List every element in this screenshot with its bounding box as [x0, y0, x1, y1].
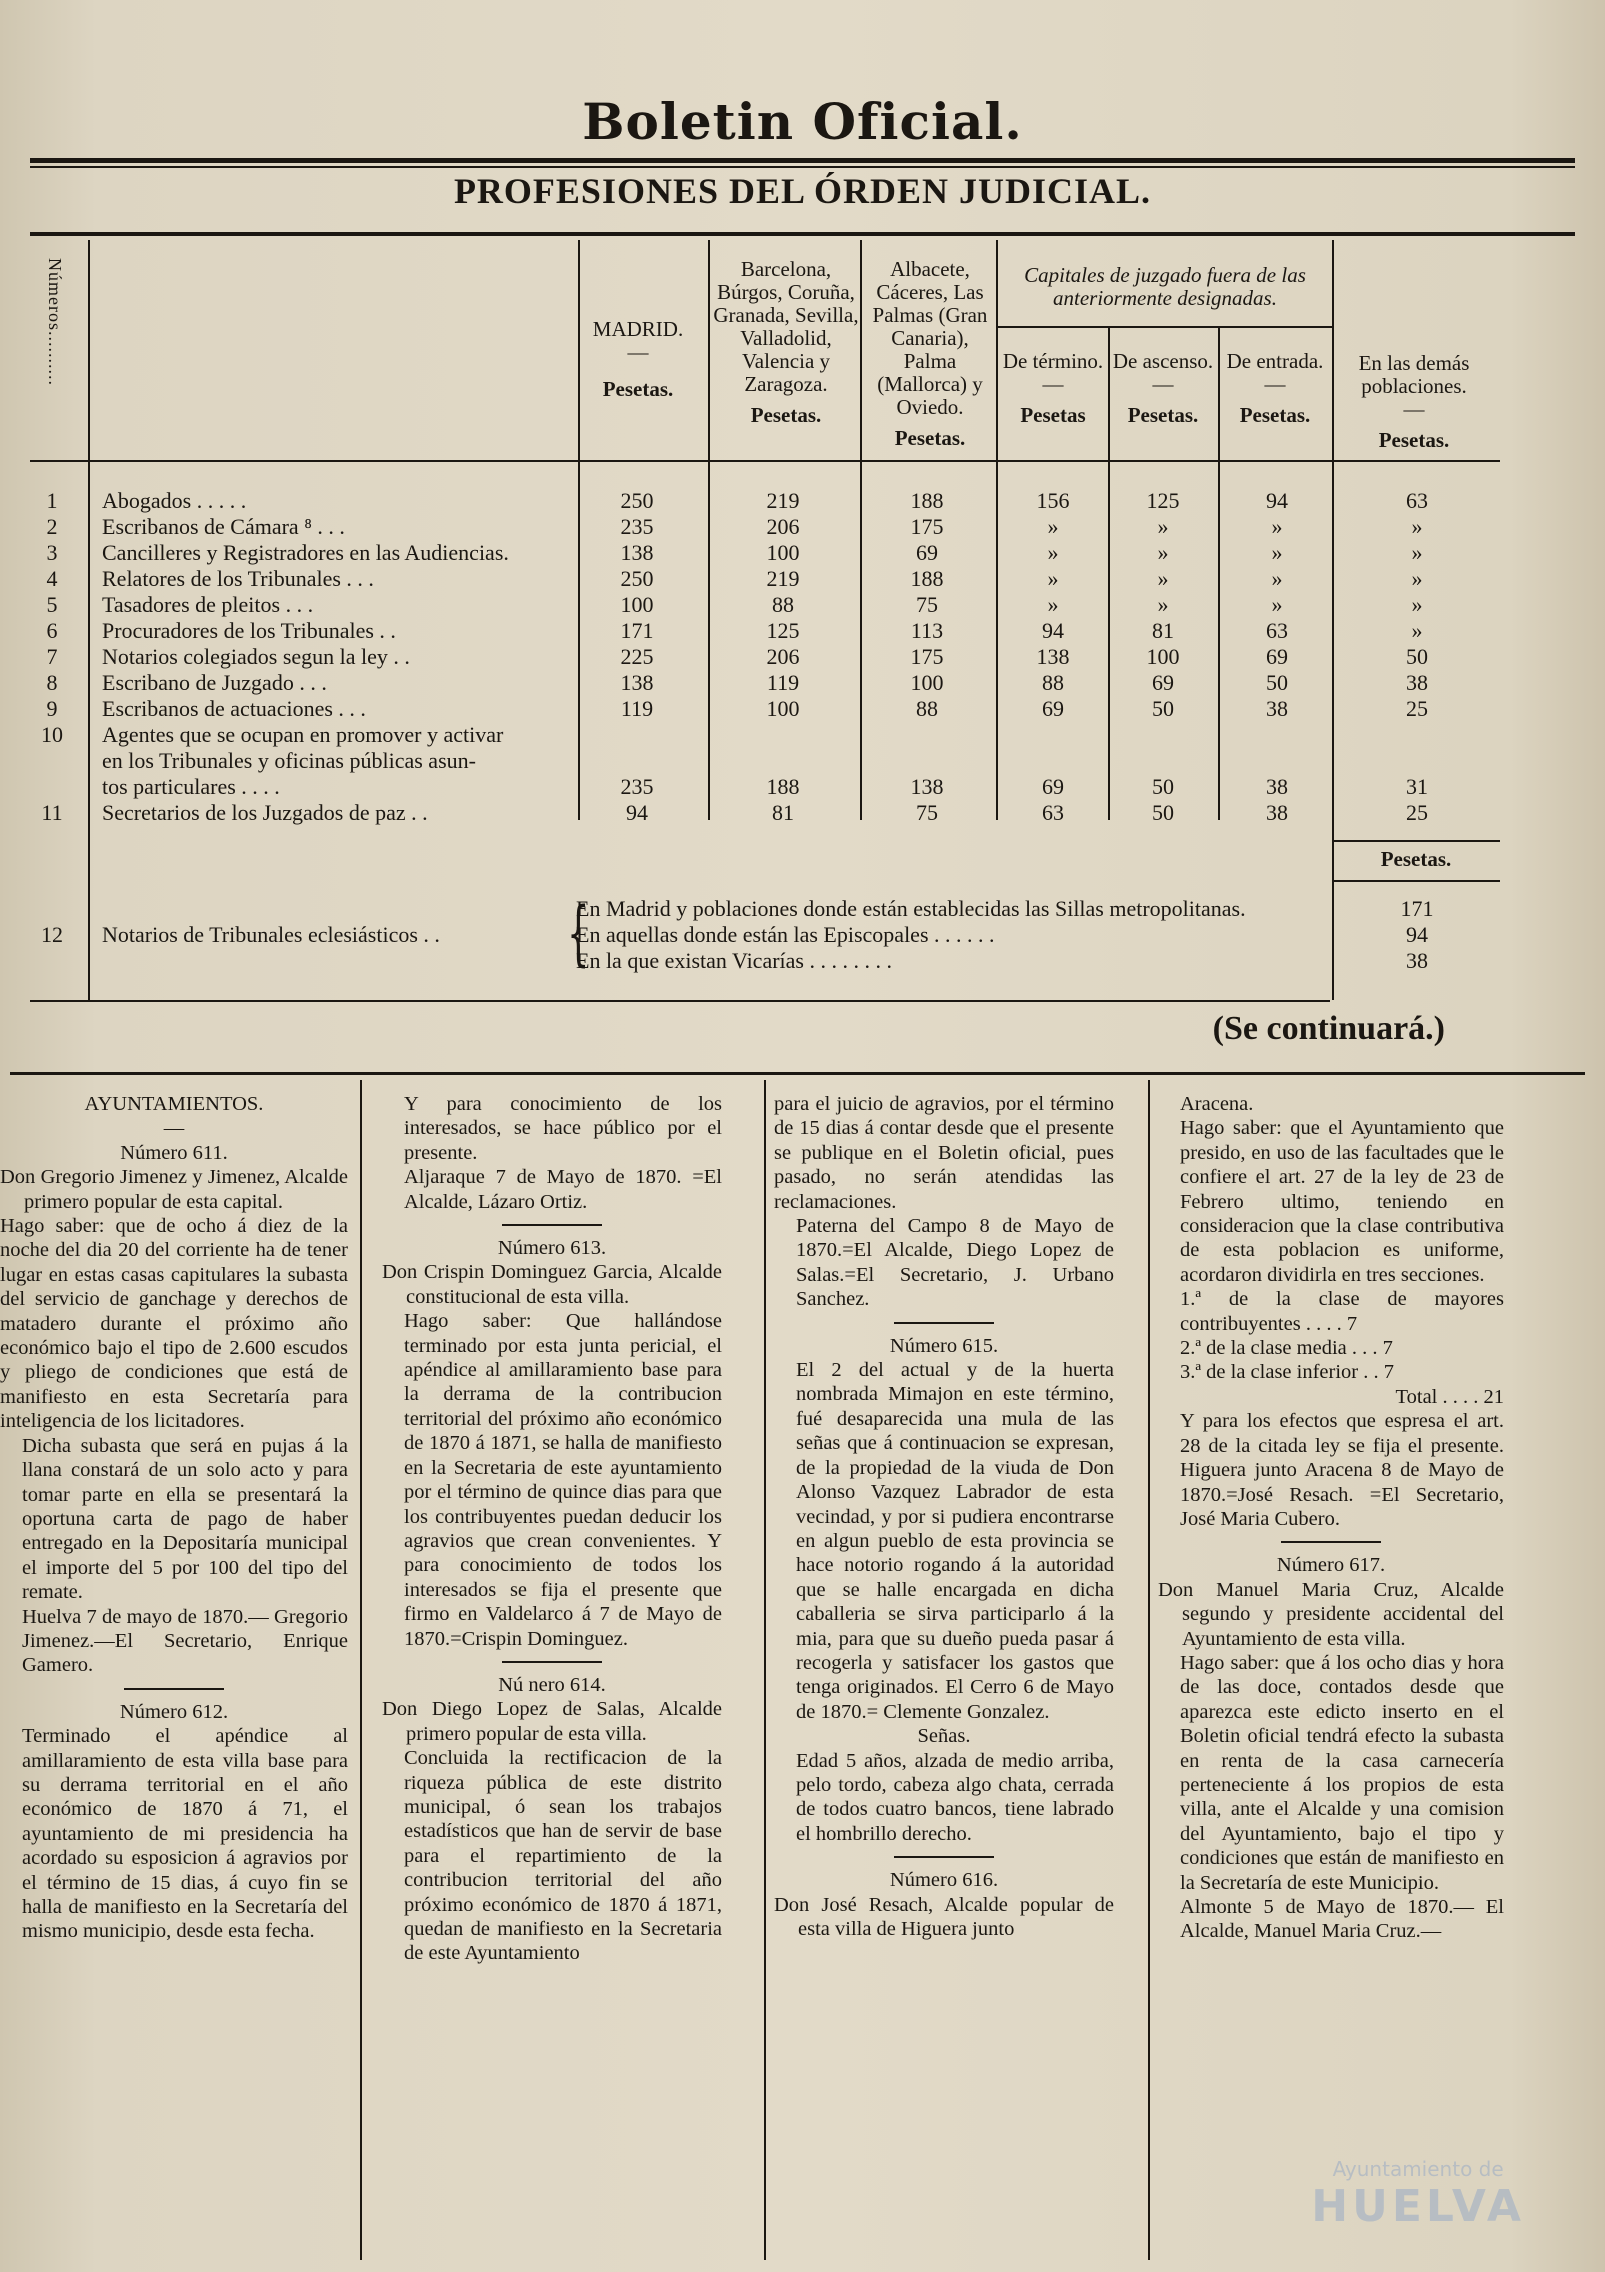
header-demas-unit: Pesetas.	[1378, 428, 1450, 452]
row-12-number: 12	[41, 922, 63, 947]
paragraph: AYUNTAMIENTOS.	[84, 1093, 264, 1115]
row-value: 100	[1146, 644, 1180, 669]
header-ascenso	[1108, 350, 1218, 427]
row-12-line-text: En aquellas donde están las Episcopales . . . . . .	[576, 922, 995, 947]
row-value: 75	[916, 592, 938, 617]
header-entrada-unit: Pesetas.	[1239, 403, 1311, 427]
masthead-rule	[30, 158, 1575, 163]
row-value: 235	[620, 514, 654, 539]
paragraph: Hago saber: Que hallándose terminado por esta junta pericial, el apéndice al amillaramiento base para la derrama de la contribucion territorial del próximo año económico de 1870 á 1871, se halla de manifiesto en la Secretaria de este ayuntamiento por el término de quince dias para que los contribuyentes puedan deducir los agravios que crean convenientes. Y para conocimiento de todos los interesados se fija el presente que firmo en Valdelarco á 7 de Mayo de 1870.=Crispin Dominguez.	[404, 1310, 722, 1650]
row-12-brace: {	[567, 892, 590, 974]
table-row	[0, 748, 1605, 774]
row-value: 69	[1152, 670, 1174, 695]
header-entrada-text: De entrada.	[1226, 349, 1324, 373]
header-group1-text: Barcelona, Búrgos, Coruña, Granada, Sevilla, Valladolid, Valencia y Zaragoza.	[713, 257, 859, 396]
row-value: 119	[766, 670, 800, 695]
paragraph: Don Crispin Dominguez Garcia, Alcalde constitucional de esta villa.	[382, 1261, 722, 1308]
row-value: 63	[1266, 618, 1288, 643]
row-value: 119	[620, 696, 654, 721]
row-number: 6	[46, 618, 58, 643]
row-value: 50	[1406, 644, 1428, 669]
row-label: Agentes que se ocupan en promover y activar	[102, 722, 504, 747]
header-ascenso-unit: Pesetas.	[1127, 403, 1199, 427]
header-capitales	[998, 264, 1332, 310]
paragraph: Nú nero 614.	[498, 1673, 606, 1696]
row-value: 219	[766, 488, 800, 513]
column-divider-3	[1148, 1080, 1150, 2260]
row-value: 50	[1152, 696, 1174, 721]
section-rule	[502, 1224, 602, 1226]
row-value: 50	[1152, 774, 1174, 799]
row-label: Cancilleres y Registradores en las Audiencias.	[102, 540, 509, 565]
pesetas-label: Pesetas.	[1380, 847, 1452, 871]
row-value: 31	[1406, 774, 1428, 799]
row-value: »	[1047, 566, 1059, 591]
column-4	[1158, 1092, 1504, 1944]
row-number: 1	[46, 488, 58, 513]
capitales-rule	[998, 326, 1332, 328]
row-label: en los Tribunales y oficinas públicas asun-	[102, 748, 476, 773]
row-value: »	[1411, 566, 1423, 591]
row-value: 38	[1266, 696, 1288, 721]
header-ascenso-text: De ascenso.	[1112, 349, 1214, 373]
row-value: »	[1157, 514, 1169, 539]
paragraph: Hago saber: que de ocho á diez de la noche del dia 20 del corriente ha de tener lugar en estas casas capitulares la subasta del servicio de ganchage y derechos de matadero durante el próximo año económico bajo el tipo de 2.600 escudos y pliego de condiciones que está de manifiesto en esta Secretaría para inteligencia de los licitadores.	[0, 1215, 348, 1433]
table-row	[0, 566, 1605, 592]
section-rule	[894, 1856, 994, 1858]
row-number: 4	[46, 566, 58, 591]
row-value: 69	[1266, 644, 1288, 669]
paragraph: Aracena.	[1180, 1093, 1254, 1115]
row-value: 25	[1406, 800, 1428, 825]
row-value: 138	[1036, 644, 1070, 669]
row-value: 81	[772, 800, 794, 825]
table-row	[0, 488, 1605, 514]
row-value: »	[1271, 540, 1283, 565]
paragraph: Paterna del Campo 8 de Mayo de 1870.=El Alcalde, Diego Lopez de Salas.=El Secretario, J. Urbano Sanchez.	[796, 1215, 1114, 1311]
header-ascenso-dash: —	[1152, 372, 1174, 396]
row-12-line	[0, 948, 1605, 974]
paragraph: Total . . . . 21	[1395, 1385, 1504, 1408]
paragraph: Número 611.	[120, 1141, 228, 1164]
row-number: 8	[46, 670, 58, 695]
section-title: PROFESIONES DEL ÓRDEN JUDICIAL.	[453, 171, 1152, 211]
row-value: »	[1157, 566, 1169, 591]
section-rule	[502, 1661, 602, 1663]
paragraph: Almonte 5 de Mayo de 1870.— El Alcalde, Manuel Maria Cruz.—	[1180, 1896, 1504, 1943]
header-capitales-text: Capitales de juzgado fuera de las anteriormente designadas.	[1024, 263, 1306, 310]
row-value: 69	[1042, 696, 1064, 721]
paragraph: para el juicio de agravios, por el término de 15 dias á contar desde que el presente se publique en el Boletin oficial, pues pasado, no serán atendidas las reclamaciones.	[774, 1093, 1114, 1213]
header-bottom-rule	[30, 460, 1500, 462]
header-group1	[712, 258, 860, 427]
column-divider-2	[764, 1080, 766, 2260]
table-row	[0, 618, 1605, 644]
row-value: 88	[772, 592, 794, 617]
body-top-rule	[10, 1072, 1585, 1075]
row-value: 206	[766, 644, 800, 669]
paragraph: Huelva 7 de mayo de 1870.— Gregorio Jimenez.—El Secretario, Enrique Gamero.	[22, 1605, 348, 1677]
paragraph: —	[163, 1117, 185, 1140]
row-value: 206	[766, 514, 800, 539]
table-row	[0, 540, 1605, 566]
table-row	[0, 800, 1605, 826]
paragraph: Señas.	[917, 1725, 971, 1748]
column-divider-1	[360, 1080, 362, 2260]
row-value: »	[1411, 592, 1423, 617]
header-group2-text: Albacete, Cáceres, Las Palmas (Gran Canaria), Palma (Mallorca) y Oviedo.	[872, 257, 988, 419]
paragraph: Don Diego Lopez de Salas, Alcalde primero popular de esta villa.	[382, 1698, 722, 1745]
watermark-stamp	[1311, 2157, 1525, 2232]
paragraph: 1.ª de la clase de mayores contribuyentes . . . . 7	[1180, 1288, 1504, 1335]
row-value: »	[1411, 618, 1423, 643]
section-rule	[124, 1688, 224, 1690]
row-value: 100	[620, 592, 654, 617]
stamp-line-2: HUELVA	[1311, 2181, 1525, 2232]
header-entrada	[1218, 350, 1332, 427]
row-value: »	[1411, 514, 1423, 539]
row-value: 38	[1266, 800, 1288, 825]
numeros-label: Números..........	[45, 258, 65, 386]
header-termino-text: De término.	[1002, 349, 1104, 373]
row-value: 94	[1042, 618, 1064, 643]
row-value: 188	[910, 566, 944, 591]
row-value: 138	[620, 670, 654, 695]
row-value: 94	[1266, 488, 1288, 513]
row-label: Escribanos de Cámara ⁸ . . .	[102, 514, 345, 539]
header-group2-unit: Pesetas.	[894, 426, 966, 450]
header-demas-text: En las demás poblaciones.	[1358, 351, 1470, 398]
row-label: Procuradores de los Tribunales . .	[102, 618, 396, 643]
row-value: 125	[1146, 488, 1180, 513]
header-group1-unit: Pesetas.	[750, 403, 822, 427]
paragraph: El 2 del actual y de la huerta nombrada Mimajon en este término, fué desaparecida una mula de las señas que á continuacion se expresan, de la propiedad de la viuda de Don Alonso Vazquez Labrador de esta vecindad, y por si pudiera encontrarse en algun pueblo de esta provincia se hace notorio rogando á la autoridad que se halle encargada en dicha caballeria se sirva participarlo á la mia, para que su dueño pueda pasar á recogerla y satisfacer los gastos que tenga originados. El Cerro 6 de Mayo de 1870.= Clemente Gonzalez.	[796, 1359, 1114, 1723]
row-value: »	[1047, 540, 1059, 565]
paragraph: Edad 5 años, alzada de medio arriba, pelo tordo, cabeza algo chata, cerrada de todos cuatro bancos, tiene labrado el hombrillo derecho.	[796, 1749, 1114, 1845]
pesetas-top-rule	[1332, 840, 1500, 842]
paragraph: Aljaraque 7 de Mayo de 1870. =El Alcalde, Lázaro Ortiz.	[404, 1166, 722, 1213]
row-number: 5	[46, 592, 58, 617]
row-label: Secretarios de los Juzgados de paz . .	[102, 800, 428, 825]
row-label: Tasadores de pleitos . . .	[102, 592, 314, 617]
row-12-line-text: En Madrid y poblaciones donde están establecidas las Sillas metropolitanas.	[576, 896, 1246, 921]
row-value: »	[1047, 592, 1059, 617]
row-value: »	[1271, 514, 1283, 539]
row-value: 100	[910, 670, 944, 695]
column-1	[0, 1092, 348, 1944]
row-number: 3	[46, 540, 58, 565]
row-12-line	[0, 922, 1605, 948]
row-value: 171	[620, 618, 654, 643]
section-rule	[1281, 1541, 1381, 1543]
header-entrada-dash: —	[1264, 372, 1286, 396]
row-value: 156	[1036, 488, 1070, 513]
table-row	[0, 644, 1605, 670]
header-madrid-text: MADRID.	[592, 317, 684, 341]
table-row	[0, 670, 1605, 696]
paragraph: Número 613.	[497, 1237, 607, 1260]
row-value: »	[1271, 566, 1283, 591]
header-termino-dash: —	[1042, 372, 1064, 396]
row-value: 63	[1406, 488, 1428, 513]
row-12-line-value: 38	[1406, 948, 1428, 973]
row-value: 188	[910, 488, 944, 513]
masthead-rule-thin	[30, 166, 1575, 168]
column-3	[774, 1092, 1114, 1941]
paragraph: Don Gregorio Jimenez y Jimenez, Alcalde primero popular de esta capital.	[0, 1166, 348, 1213]
row-number: 10	[41, 722, 63, 747]
row-12-line	[0, 896, 1605, 922]
table-row	[0, 722, 1605, 748]
header-madrid	[582, 318, 694, 401]
row-label: Relatores de los Tribunales . . .	[102, 566, 374, 591]
paragraph: Número 617.	[1276, 1554, 1386, 1577]
paragraph: Hago saber: que á los ocho dias y hora de las doce, contados desde que aparezca este edicto inserto en el Boletin oficial tendrá efecto la subasta en renta de la casa carnecería perteneciente á los propios de esta villa, ante el Alcalde y una comision del Ayuntamiento, bajo el tipo y condiciones que están de manifiesto en la Secretaría de este Municipio.	[1180, 1651, 1504, 1894]
paragraph: Concluida la rectificacion de la riqueza pública de este distrito municipal, ó sean los trabajos estadísticos que han de servir de base para el repartimiento de la contribucion territorial del año próximo económico de 1870 á 1871, quedan de manifiesto en la Secretaria de este Ayuntamiento	[404, 1747, 722, 1965]
row-value: 113	[910, 618, 944, 643]
stamp-line-1: Ayuntamiento de	[1332, 2157, 1504, 2181]
table-row	[0, 774, 1605, 800]
table-row	[0, 696, 1605, 722]
row-value: 219	[766, 566, 800, 591]
paragraph: Número 615.	[889, 1334, 999, 1357]
header-madrid-unit: Pesetas.	[602, 377, 674, 401]
row-label: Escribano de Juzgado . . .	[102, 670, 327, 695]
header-termino-unit: Pesetas	[1020, 403, 1086, 427]
row-value: 188	[766, 774, 800, 799]
row-value: 38	[1406, 670, 1428, 695]
column-2	[382, 1092, 722, 1966]
table-row	[0, 592, 1605, 618]
row-value: 75	[916, 800, 938, 825]
row-12-line-value: 171	[1400, 896, 1434, 921]
continuara: (Se continuará.)	[1212, 1010, 1445, 1047]
table-bottom-rule	[30, 1000, 1330, 1002]
paragraph: Número 612.	[119, 1700, 229, 1723]
header-demas-dash: —	[1403, 397, 1425, 421]
header-madrid-dash: —	[627, 340, 649, 364]
paragraph: Don José Resach, Alcalde popular de esta villa de Higuera junto	[774, 1893, 1114, 1940]
row-12-label: Notarios de Tribunales eclesiásticos . .	[102, 922, 440, 947]
row-value: 175	[910, 514, 944, 539]
row-value: 63	[1042, 800, 1064, 825]
row-value: »	[1271, 592, 1283, 617]
paragraph: Dicha subasta que será en pujas á la llana constará de un solo acto y para tomar parte en ella se presentará la oportuna carta de pago de haber entregado en la Depositaría municipal el importe del 5 por 100 del tipo del remate.	[22, 1434, 348, 1604]
row-value: 38	[1266, 774, 1288, 799]
paragraph: Hago saber: que el Ayuntamiento que presido, en uso de las facultades que le confiere el art. 27 de la ley de 23 de Febrero ultimo, teniendo en consideracion que la clase contributiva de esta poblacion es uniforme, acordaron dividirla en tres secciones.	[1180, 1117, 1504, 1286]
row-12-line-value: 94	[1406, 922, 1428, 947]
row-value: 88	[916, 696, 938, 721]
paragraph: Don Manuel Maria Cruz, Alcalde segundo y presidente accidental del Ayuntamiento de esta villa.	[1158, 1578, 1504, 1650]
row-value: 69	[916, 540, 938, 565]
row-label: Abogados . . . . .	[102, 488, 247, 513]
row-value: 235	[620, 774, 654, 799]
table-top-rule	[30, 232, 1575, 236]
row-value: 88	[1042, 670, 1064, 695]
row-value: 225	[620, 644, 654, 669]
row-value: 94	[626, 800, 648, 825]
row-label: Escribanos de actuaciones . . .	[102, 696, 366, 721]
row-value: 25	[1406, 696, 1428, 721]
section-rule	[894, 1322, 994, 1324]
row-value: 125	[766, 618, 800, 643]
paragraph: Y para los efectos que espresa el art. 28 de la citada ley se fija el presente. Higuera junto Aracena 8 de Mayo de 1870.=José Resach. =El Secretario, José Maria Cubero.	[1180, 1410, 1504, 1530]
row-label: tos particulares . . . .	[102, 774, 280, 799]
row-value: 100	[766, 540, 800, 565]
row-value: »	[1157, 592, 1169, 617]
row-value: 50	[1152, 800, 1174, 825]
row-number: 9	[46, 696, 58, 721]
paragraph: Terminado el apéndice al amillaramiento de esta villa base para su derrama territorial en el año económico de 1870 á 71, el ayuntamiento de mi presidencia ha acordado su esposicion á agravios por el término de 15 dias, á cuyo fin se halla de manifiesto en la Secretaría del mismo municipio, desde esta fecha.	[22, 1725, 348, 1943]
paragraph: 2.ª de la clase media . . . 7	[1180, 1337, 1393, 1360]
row-number: 2	[46, 514, 58, 539]
row-value: 175	[910, 644, 944, 669]
row-value: 100	[766, 696, 800, 721]
row-value: 50	[1266, 670, 1288, 695]
row-number: 7	[46, 644, 58, 669]
row-value: 138	[910, 774, 944, 799]
row-12-line-text: En la que existan Vicarías . . . . . . . .	[576, 948, 892, 973]
header-demas	[1336, 352, 1492, 452]
paragraph: 3.ª de la clase inferior . . 7	[1180, 1361, 1394, 1384]
row-value: 250	[620, 566, 654, 591]
masthead: Boletin Oficial.	[582, 92, 1023, 151]
row-value: »	[1047, 514, 1059, 539]
row-number: 11	[41, 800, 63, 825]
row-label: Notarios colegiados segun la ley . .	[102, 644, 410, 669]
table-row	[0, 514, 1605, 540]
paragraph: Y para conocimiento de los interesados, se hace público por el presente.	[404, 1093, 722, 1164]
header-termino	[998, 350, 1108, 427]
row-value: 138	[620, 540, 654, 565]
row-value: »	[1411, 540, 1423, 565]
paragraph: Número 616.	[889, 1869, 999, 1892]
row-value: 81	[1152, 618, 1174, 643]
pesetas-bottom-rule	[1332, 880, 1500, 882]
row-value: »	[1157, 540, 1169, 565]
row-value: 250	[620, 488, 654, 513]
row-value: 69	[1042, 774, 1064, 799]
header-group2	[864, 258, 996, 450]
